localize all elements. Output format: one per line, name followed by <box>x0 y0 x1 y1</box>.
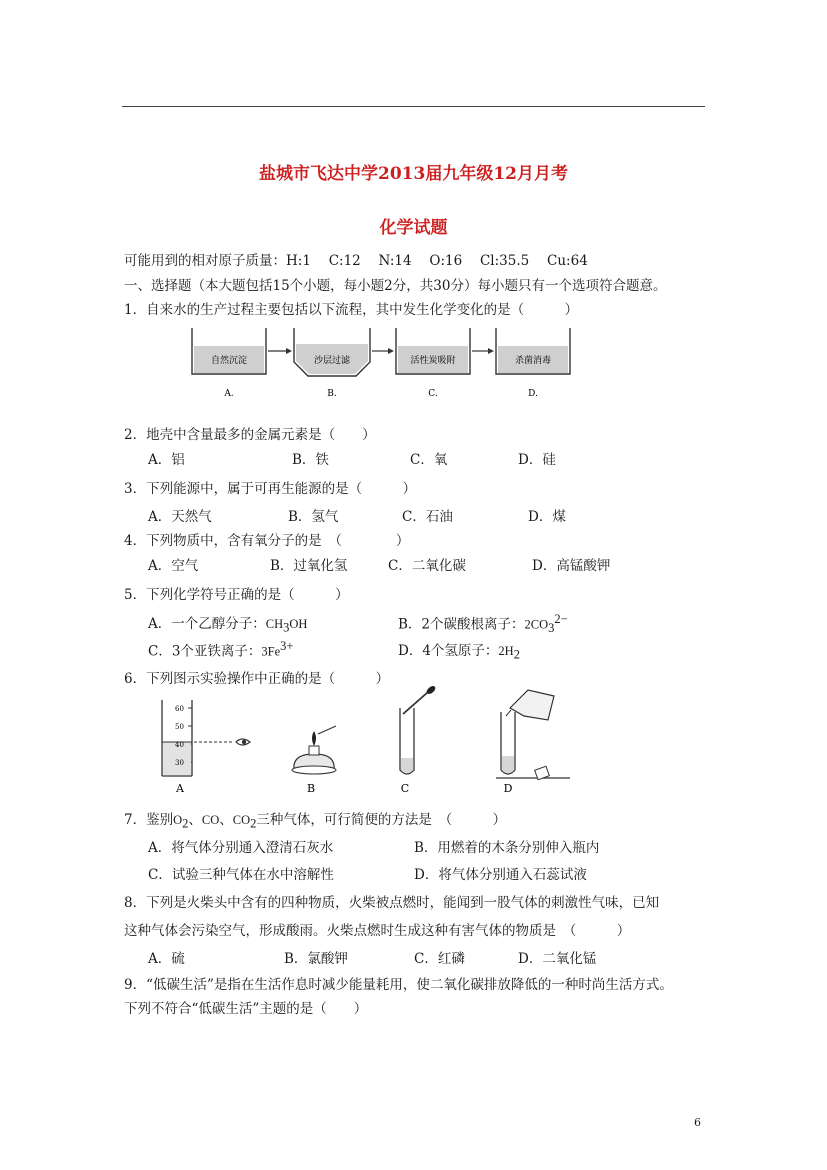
step-b-label: 沙层过滤 <box>313 356 351 366</box>
q7-option-b: B．用燃着的木条分别伸入瓶内 <box>414 840 600 856</box>
section-heading: 一、选择题（本大题包括15个小题，每小题2分，共30分）每小题只有一个选项符合题意。 <box>124 278 667 294</box>
arrow-cd-head <box>488 348 494 354</box>
atomic-masses: 可能用到的相对原子质量：H:1 C:12 N:14 O:16 Cl:35.5 Cu:64 <box>124 253 588 269</box>
q7-sep-1: 、 <box>188 812 202 828</box>
q5-option-c-formula: 3Fe <box>261 644 281 659</box>
exam-subtitle: 化学试题 <box>379 218 448 238</box>
q3-option-b: B．氢气 <box>288 509 339 525</box>
option-b-label: B. <box>327 389 337 399</box>
q5-option-b <box>398 612 568 636</box>
alcohol-lamp <box>292 726 336 774</box>
q5-option-b-formula: 2CO <box>524 617 549 632</box>
q7-option-d: D．将气体分别通入石蕊试液 <box>414 867 587 883</box>
question-9-line-2: 下列不符合“低碳生活”主题的是（ ） <box>124 1001 368 1017</box>
lab-operations-figure <box>150 686 590 798</box>
q6-label-d: D <box>503 782 513 795</box>
q2-option-c: C．氧 <box>410 452 448 468</box>
step-c-tank <box>396 328 470 374</box>
q3-option-d: D．煤 <box>528 509 566 525</box>
question-9-line-1: 9．“低碳生活”是指在生活作息时减少能量耗用，使二氧化碳排放降低的一种时尚生活方式。 <box>124 977 673 993</box>
question-2-stem: 2．地壳中含量最多的金属元素是（ ） <box>124 427 376 443</box>
q6-label-c: C <box>400 782 410 795</box>
question-8-line-2: 这种气体会污染空气，形成酸雨。火柴点燃时生成这种有害气体的物质是 （ ） <box>124 923 631 939</box>
tick-30: 30 <box>175 759 184 767</box>
option-a-label: A. <box>224 389 234 399</box>
question-5-stem: 5．下列化学符号正确的是（ ） <box>124 587 349 603</box>
arrow-bc-head <box>388 348 394 354</box>
q5-option-a-end: OH <box>289 617 308 631</box>
question-4-stem: 4．下列物质中，含有氧分子的是 （ ） <box>124 533 410 549</box>
q5-option-b-sub: 3 <box>548 621 555 636</box>
q4-option-a: A．空气 <box>148 558 199 574</box>
q5-option-c <box>148 639 293 660</box>
q2-option-d: D．硅 <box>518 452 556 468</box>
water-treatment-flow-diagram <box>188 322 574 402</box>
q2-option-a: A．铝 <box>148 452 185 468</box>
step-b-tank <box>294 328 370 376</box>
q4-option-c: C．二氧化碳 <box>388 558 466 574</box>
question-6-stem: 6．下列图示实验操作中正确的是（ ） <box>124 671 390 687</box>
q8-option-d: D．二氧化锰 <box>518 951 597 967</box>
q7-option-a: A．将气体分别通入澄清石灰水 <box>148 840 334 856</box>
eye-icon <box>236 739 250 745</box>
tick-50: 50 <box>175 723 184 731</box>
q5-option-a-sub: 3 <box>283 620 290 635</box>
step-a-label: 自然沉淀 <box>210 356 248 366</box>
q4-option-b: B．过氧化氢 <box>270 558 348 574</box>
option-c-label: C. <box>428 389 438 399</box>
q5-option-a-formula: CH <box>265 617 284 631</box>
q5-option-a <box>148 612 307 636</box>
tick-40: 40 <box>175 741 184 749</box>
step-a-tank <box>192 328 266 374</box>
q5-option-a-text: A．一个乙醇分子： <box>148 616 266 632</box>
page-number: 6 <box>694 1116 701 1129</box>
q5-option-d <box>398 639 520 663</box>
q8-option-c: C．红磷 <box>414 951 465 967</box>
step-d-tank <box>496 328 570 374</box>
question-8-line-1: 8．下列是火柴头中含有的四种物质，火柴被点燃时，能闻到一股气体的刺激性气味，已知 <box>124 895 660 911</box>
q5-option-c-text: C．3个亚铁离子： <box>148 643 262 660</box>
q7-sep-2: 、 <box>219 812 233 828</box>
q5-option-b-text: B．2个碳酸根离子： <box>398 616 525 633</box>
step-d-label: 杀菌消毒 <box>514 356 552 366</box>
q3-option-c: C．石油 <box>402 509 453 525</box>
q5-option-c-sup: 3+ <box>280 639 294 653</box>
question-3-stem: 3．下列能源中，属于可再生能源的是（ ） <box>124 481 417 497</box>
dropper-test-tube <box>400 686 437 774</box>
exam-title: 盐城市飞达中学2013届九年级12月月考 <box>259 164 568 184</box>
graduated-cylinder <box>162 700 234 776</box>
option-d-label: D. <box>528 389 538 399</box>
q7-gas-3-sub: 2 <box>250 816 257 831</box>
q4-option-d: D．高锰酸钾 <box>532 558 611 574</box>
step-c-label: 活性炭吸附 <box>410 356 456 366</box>
q7-gas-1: O <box>173 813 183 827</box>
header-rule <box>122 106 705 107</box>
q5-option-d-sub: 2 <box>513 647 520 662</box>
q6-label-a: A <box>176 782 184 795</box>
q5-option-d-text: D．4个氢原子： <box>398 643 499 659</box>
q6-label-b: B <box>306 782 316 795</box>
q3-option-a: A．天然气 <box>148 509 212 525</box>
q2-option-b: B．铁 <box>292 452 329 468</box>
pouring-liquid <box>496 690 570 780</box>
q7-option-c: C．试验三种气体在水中溶解性 <box>148 867 334 883</box>
q7-gas-3: CO <box>232 813 251 827</box>
question-1-stem: 1．自来水的生产过程主要包括以下流程，其中发生化学变化的是（ ） <box>124 302 579 318</box>
q5-option-b-sup: 2− <box>554 612 568 626</box>
arrow-ab-head <box>286 348 292 354</box>
q7-stem-suffix: 三种气体，可行简便的方法是 （ ） <box>256 812 507 828</box>
q5-option-d-formula: 2H <box>498 644 514 658</box>
question-7-stem <box>124 808 506 832</box>
q8-option-b: B．氯酸钾 <box>284 951 348 967</box>
q7-gas-1-sub: 2 <box>182 816 189 831</box>
q8-option-a: A．硫 <box>148 951 185 967</box>
tick-60: 60 <box>175 705 184 713</box>
q7-stem-prefix: 7．鉴别 <box>124 812 174 828</box>
q7-gas-2: CO <box>201 813 220 827</box>
